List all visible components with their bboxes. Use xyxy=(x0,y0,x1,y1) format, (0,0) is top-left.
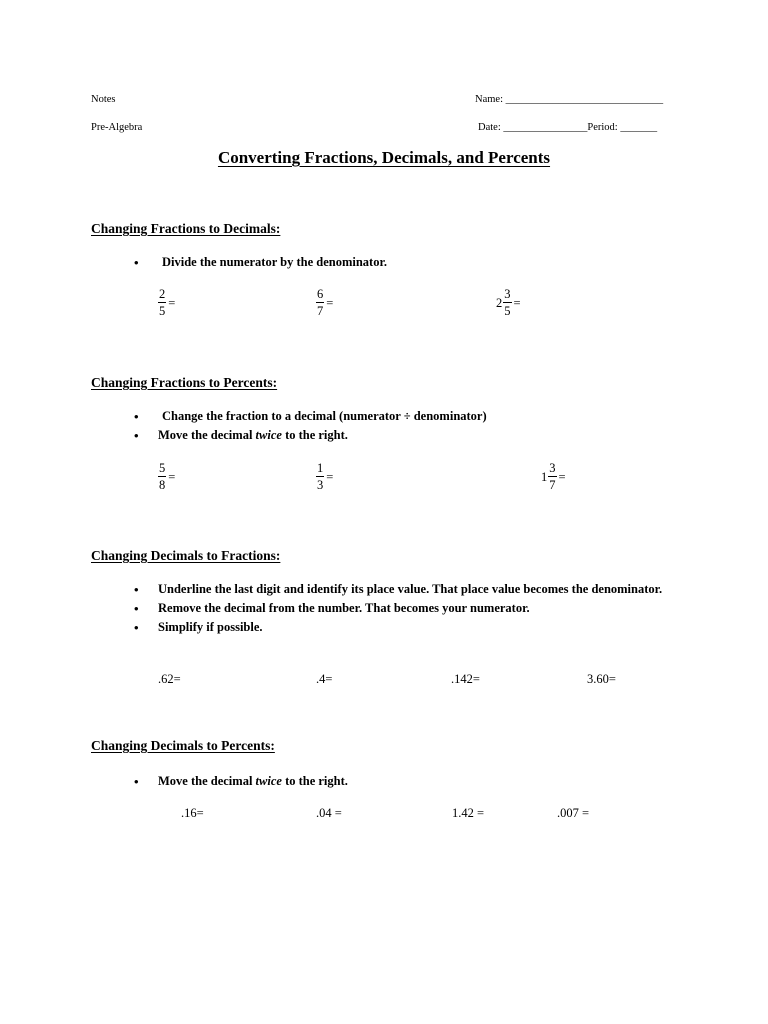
decimal-problem: .142= xyxy=(451,672,480,686)
bullet-item: • Divide the numerator by the denominator. xyxy=(134,253,672,272)
name-field-line: Name: ______________________________ xyxy=(475,94,664,105)
bullet-item: • Simplify if possible. xyxy=(134,618,668,637)
date-period-line: Date: ________________Period: _______ xyxy=(478,122,658,133)
subject-label: Pre-Algebra xyxy=(91,122,143,133)
section-heading-decimals-to-percents: Changing Decimals to Percents: xyxy=(91,738,275,753)
decimal-problem: .16= xyxy=(181,806,204,820)
section-heading-fractions-to-decimals: Changing Fractions to Decimals: xyxy=(91,221,281,236)
equals-sign: = xyxy=(326,469,334,484)
equals-sign: = xyxy=(513,295,521,310)
decimal-problem: 1.42 = xyxy=(452,806,485,820)
bullet-list xyxy=(134,253,672,272)
numerator: 3 xyxy=(504,287,511,301)
denominator: 7 xyxy=(317,304,324,318)
bullet-item: • Change the fraction to a decimal (numerator ÷ denominator) xyxy=(134,407,672,426)
bullet-item: • Underline the last digit and identify its place value. That place value becomes the denominator. xyxy=(134,580,668,599)
decimal-problem: .04 = xyxy=(316,806,342,820)
fraction-problem xyxy=(316,462,333,492)
denominator: 8 xyxy=(159,478,166,492)
whole-number: 2 xyxy=(496,295,503,310)
denominator: 5 xyxy=(504,304,511,318)
denominator: 7 xyxy=(549,478,556,492)
equals-sign: = xyxy=(558,469,566,484)
bullet-item: • Move the decimal twice to the right. xyxy=(134,772,668,791)
bullet-list xyxy=(134,407,672,445)
numerator: 5 xyxy=(159,461,166,475)
mixed-number-problem xyxy=(496,288,521,318)
fraction-problem xyxy=(316,288,333,318)
equals-sign: = xyxy=(326,295,334,310)
bullet-item: • Remove the decimal from the number. That becomes your numerator. xyxy=(134,599,668,618)
numerator: 6 xyxy=(317,287,324,301)
bullet-list xyxy=(134,772,668,791)
page-title: Converting Fractions, Decimals, and Percents xyxy=(217,148,551,167)
numerator: 1 xyxy=(317,461,324,475)
denominator: 5 xyxy=(159,304,166,318)
numerator: 2 xyxy=(159,287,166,301)
decimal-problem: .007 = xyxy=(557,806,590,820)
whole-number: 1 xyxy=(541,469,548,484)
denominator: 3 xyxy=(317,478,324,492)
decimal-problem: .4= xyxy=(316,672,333,686)
decimal-problem: 3.60= xyxy=(587,672,616,686)
section-heading-fractions-to-percents: Changing Fractions to Percents: xyxy=(91,375,278,390)
mixed-number-problem xyxy=(541,462,566,492)
decimal-problem: .62= xyxy=(158,672,181,686)
notes-label: Notes xyxy=(91,94,116,105)
fraction-problem xyxy=(158,462,175,492)
numerator: 3 xyxy=(549,461,556,475)
bullet-list xyxy=(134,580,668,637)
fraction-problem xyxy=(158,288,175,318)
equals-sign: = xyxy=(168,295,176,310)
equals-sign: = xyxy=(168,469,176,484)
section-heading-decimals-to-fractions: Changing Decimals to Fractions: xyxy=(91,548,281,563)
bullet-item: • Move the decimal twice to the right. xyxy=(134,426,668,445)
